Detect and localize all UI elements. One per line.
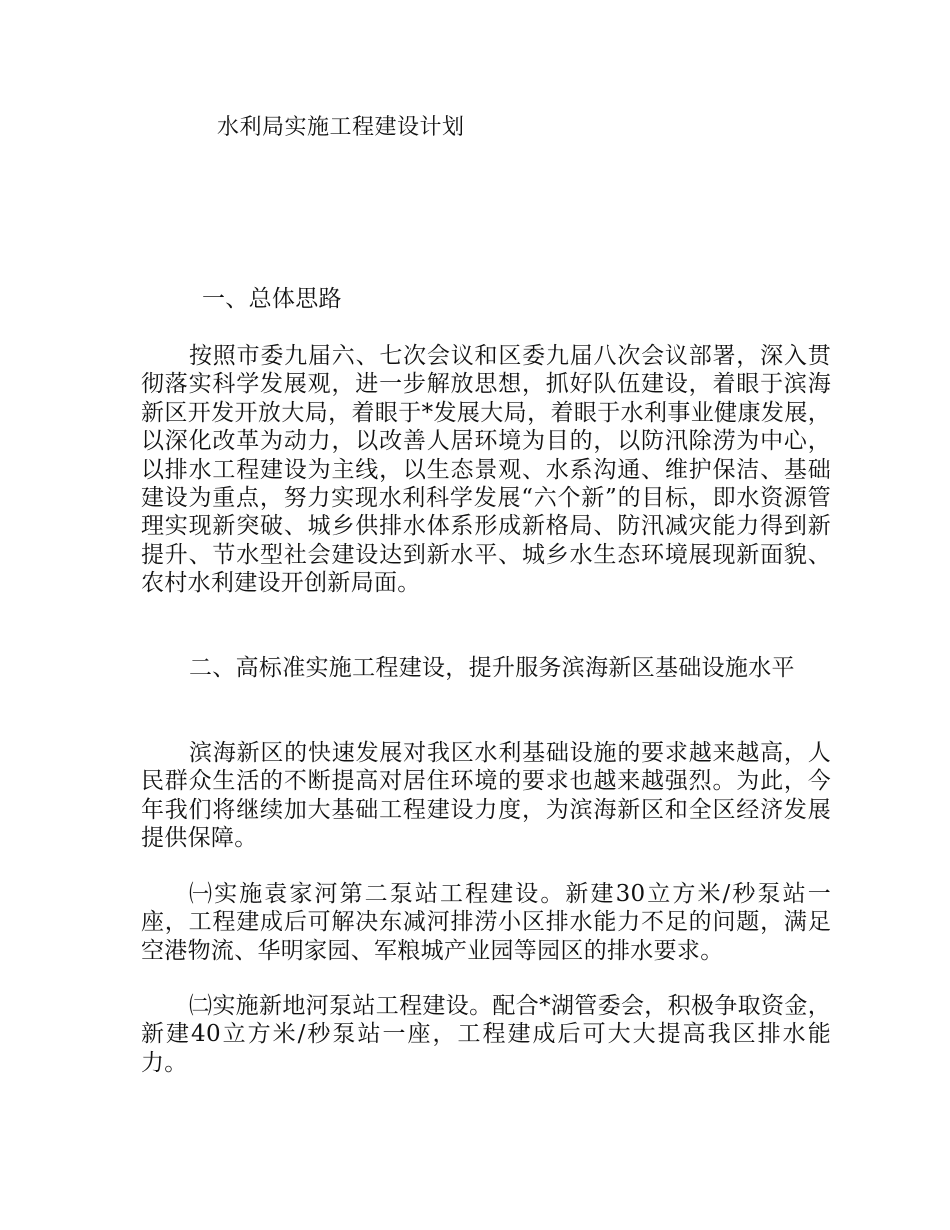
list-item-xindihe-pump-station: ㈡实施新地河泵站工程建设。配合*湖管委会，积极争取资金，新建40立方米/秒泵站一座，工程建成后可大大提高我区排水能力。 — [141, 993, 831, 1076]
list-item-yuanjiahe-pump-station: ㈠实施袁家河第二泵站工程建设。新建30立方米/秒泵站一座，工程建成后可解决东减河排涝小区排水能力不足的问题，满足空港物流、华明家园、军粮城产业园等园区的排水要求。 — [141, 881, 831, 964]
section-heading-engineering-construction: 二、高标准实施工程建设，提升服务滨海新区基础设施水平 — [189, 655, 795, 681]
section-heading-overall-approach: 一、总体思路 — [202, 286, 342, 312]
paragraph-binhai-development: 滨海新区的快速发展对我区水利基础设施的要求越来越高，人民群众生活的不断提高对居住环境的要求也越来越强烈。为此，今年我们将继续加大基础工程建设力度，为滨海新区和全区经济发展提供保障。 — [141, 740, 831, 852]
document-title: 水利局实施工程建设计划 — [217, 115, 465, 140]
paragraph-overall-approach: 按照市委九届六、七次会议和区委九届八次会议部署，深入贯彻落实科学发展观，进一步解放思想，抓好队伍建设，着眼于滨海新区开发开放大局，着眼于*发展大局，着眼于水利事业健康发展，以深化改革为动力，以改善人居环境为目的，以防汛除涝为中心，以排水工程建设为主线，以生态景观、水系沟通、维护保洁、基础建设为重点，努力实现水利科学发展“六个新”的目标，即水资源管理实现新突破、城乡供排水体系形成新格局、防汛减灾能力得到新提升、节水型社会建设达到新水平、城乡水生态环境展现新面貌、农村水利建设开创新局面。 — [141, 343, 831, 597]
